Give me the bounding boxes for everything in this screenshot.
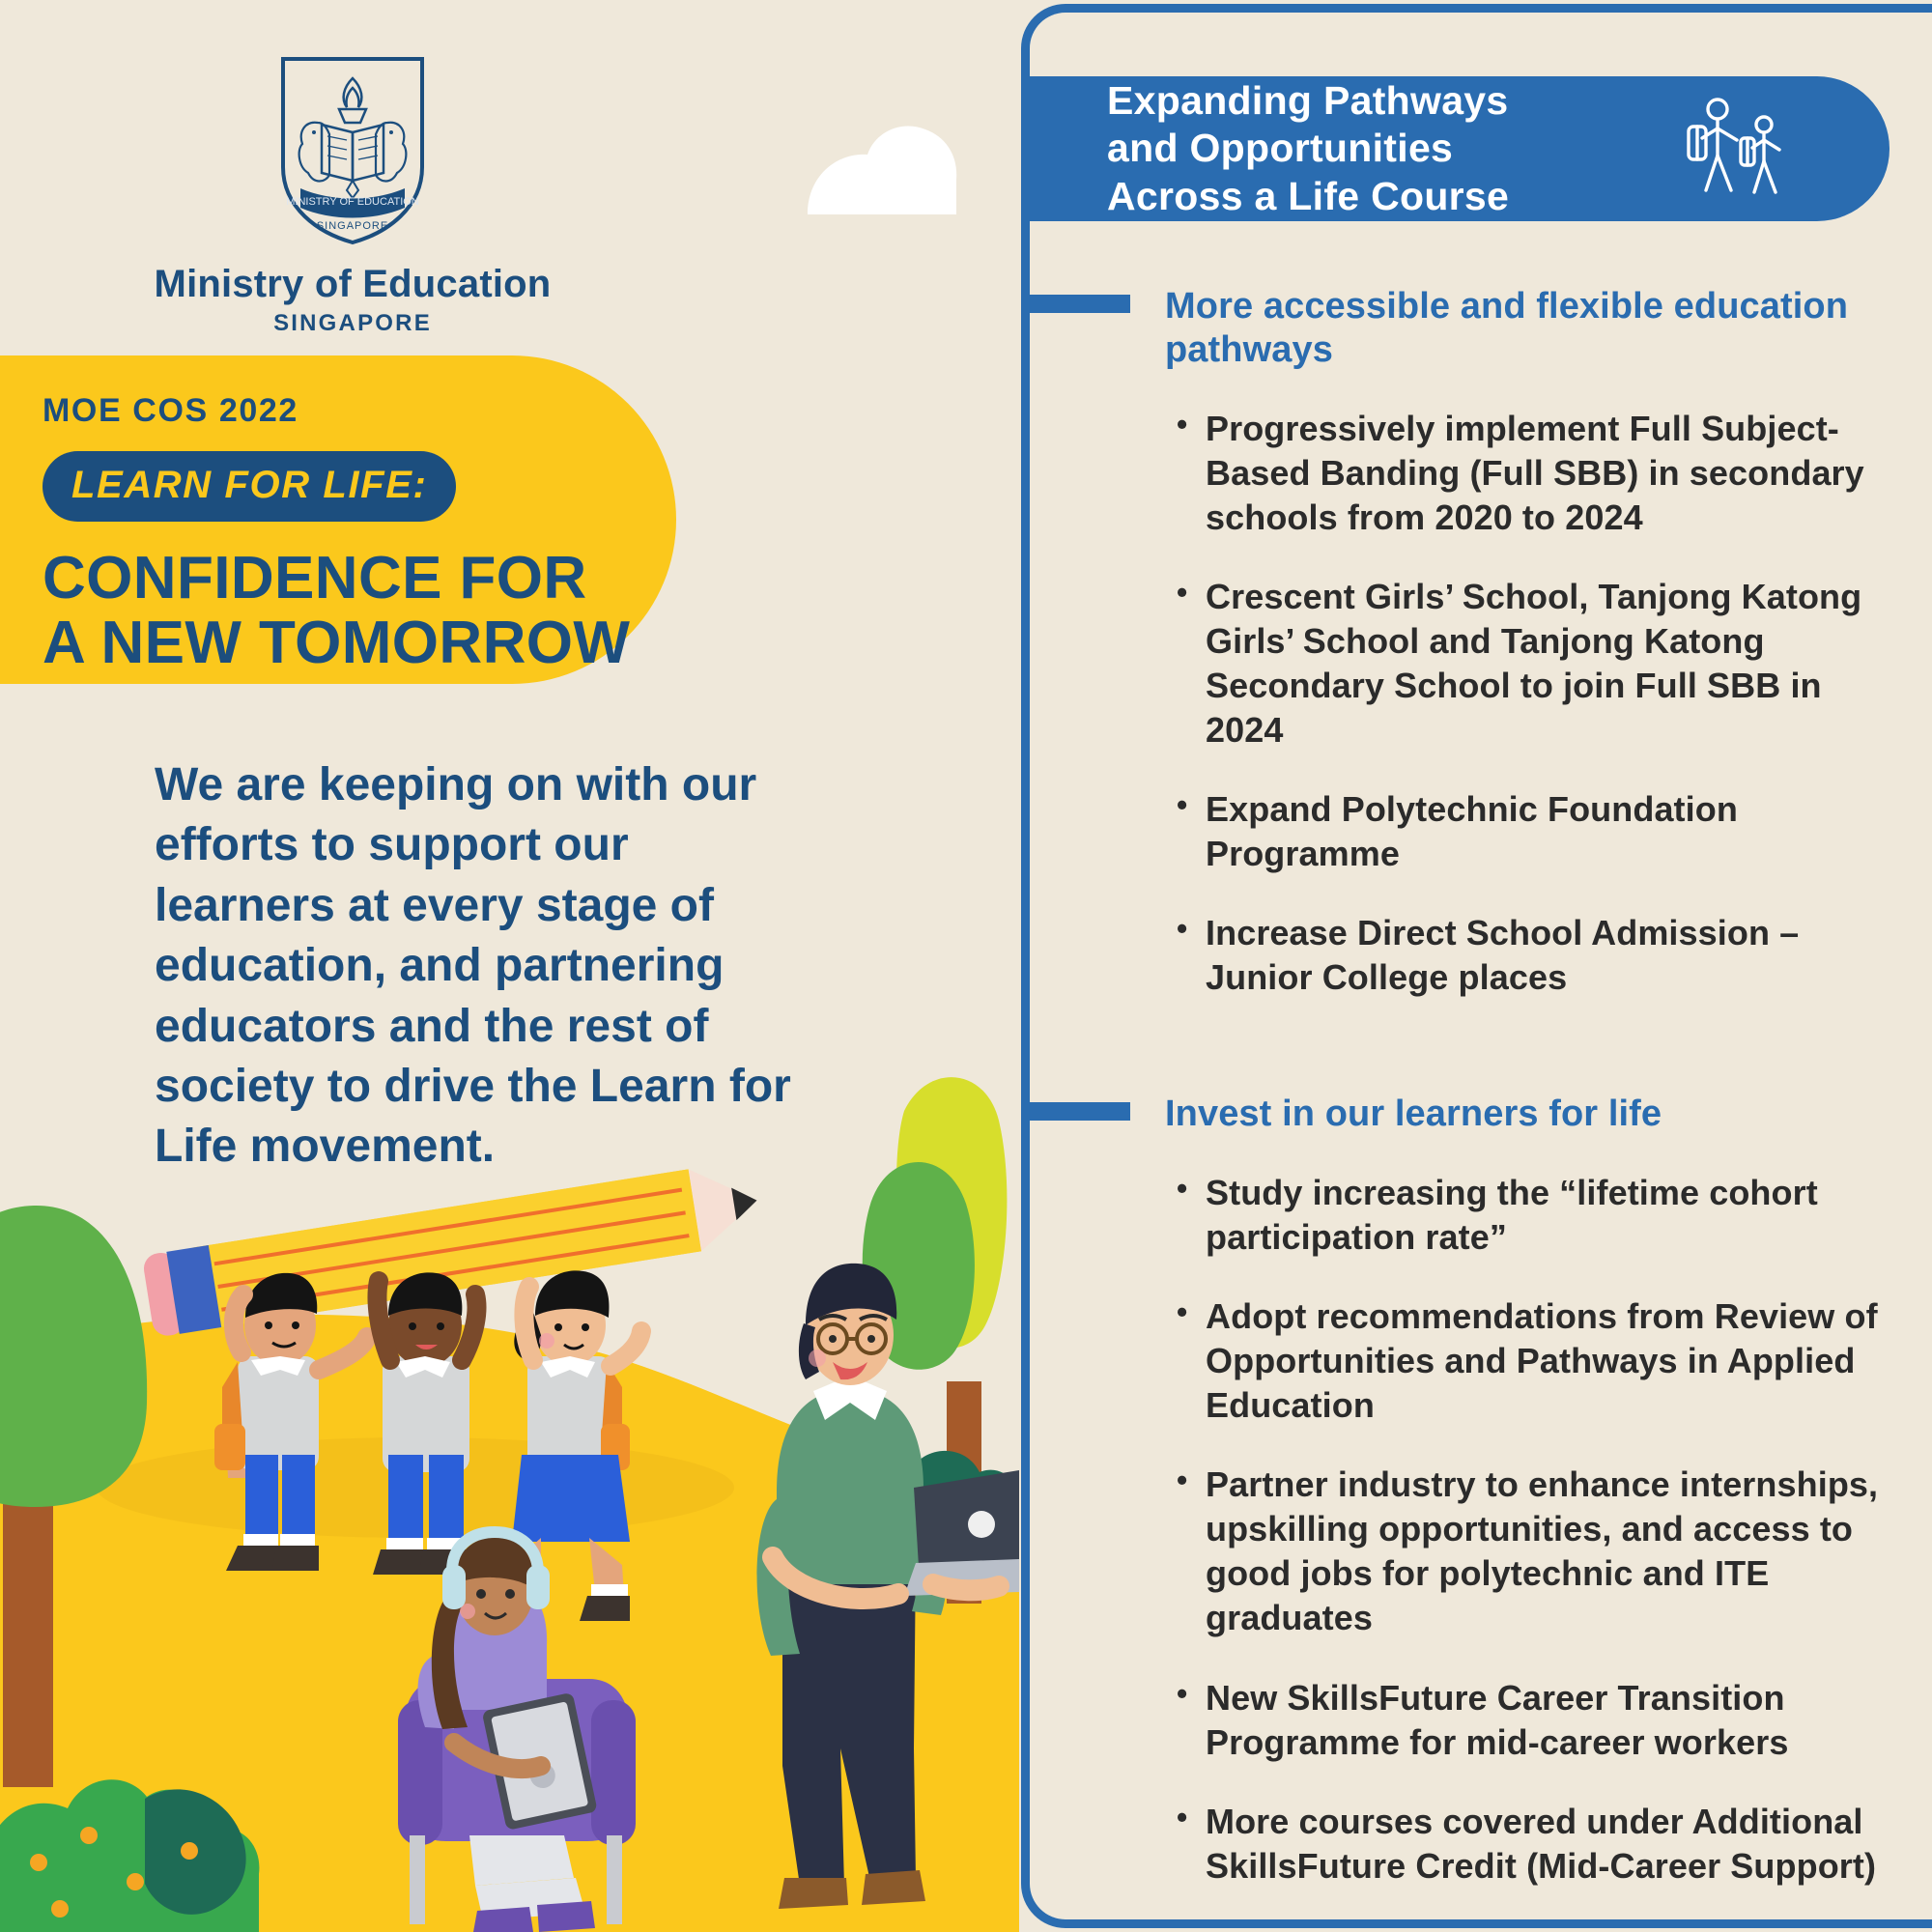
moe-crest-icon [275, 53, 430, 246]
headline-line-2: A NEW TOMORROW [43, 609, 631, 676]
list-item: • Expand Polytechnic Foundation Programme [1177, 787, 1888, 876]
list-item: • New SkillsFuture Career Transition Programme for mid-career workers [1177, 1676, 1888, 1765]
crest-country-text: SINGAPORE [316, 220, 389, 232]
section-2-heading [1030, 1093, 1932, 1136]
section-1-bullets [1030, 407, 1932, 1001]
list-item: • Adopt recommendations from Review of Opportunities and Pathways in Applied Education [1177, 1294, 1888, 1428]
two-walkers-with-backpacks-icon [1667, 96, 1793, 204]
list-item: • Crescent Girls’ School, Tanjong Katong Girls’ School and Tanjong Katong Secondary School to join Full SBB in 2024 [1177, 575, 1888, 753]
section-1-heading [1030, 285, 1932, 372]
section-1-heading-text: More accessible and flexible education pathways [1165, 286, 1849, 370]
crest-motto-text: MINISTRY OF EDUCATION [286, 196, 419, 208]
card-header-line-1: Expanding Pathways [1107, 78, 1509, 124]
section-dash-marker [1021, 295, 1130, 313]
list-item: • More courses covered under Additional SkillsFuture Credit (Mid-Career Support) [1177, 1800, 1888, 1889]
card-header-line-3: Across a Life Course [1107, 173, 1510, 218]
banner-kicker: MOE COS 2022 [43, 392, 298, 429]
list-item: • Study increasing the “lifetime cohort participation rate” [1177, 1171, 1888, 1260]
section-2-bullets [1030, 1171, 1932, 1889]
section-2-heading-text: Invest in our learners for life [1165, 1094, 1662, 1134]
card-header-title [1107, 77, 1509, 220]
list-item: • Partner industry to enhance internships, upskilling opportunities, and access to good jobs for polytechnic and ITE graduates [1177, 1463, 1888, 1640]
intro-paragraph: We are keeping on with our efforts to support our learners at every stage of education, and partnering educators and the rest of society to drive the Learn for Life movement. [155, 759, 791, 1173]
card-header-line-2: and Opportunities [1107, 126, 1454, 171]
moe-logo [145, 53, 560, 337]
title-banner [0, 355, 676, 684]
highlights-card [1021, 4, 1932, 1928]
section-invest-in-learners [1030, 1093, 1932, 1889]
logo-subtitle: SINGAPORE [273, 310, 432, 336]
logo-title: Ministry of Education [154, 263, 552, 305]
list-item: • Increase Direct School Admission – Junior College places [1177, 911, 1888, 1000]
section-accessible-pathways [1030, 285, 1932, 1001]
headline-line-1: CONFIDENCE FOR [43, 545, 587, 611]
list-item: • Progressively implement Full Subject-Based Banding (Full SBB) in secondary schools from 2020 to 2024 [1177, 407, 1888, 540]
card-header-badge [1021, 76, 1889, 221]
section-dash-marker [1021, 1102, 1130, 1121]
banner-headline [43, 547, 676, 676]
learn-for-life-pill: LEARN FOR LIFE: [43, 451, 456, 522]
cloud-icon [808, 126, 956, 214]
